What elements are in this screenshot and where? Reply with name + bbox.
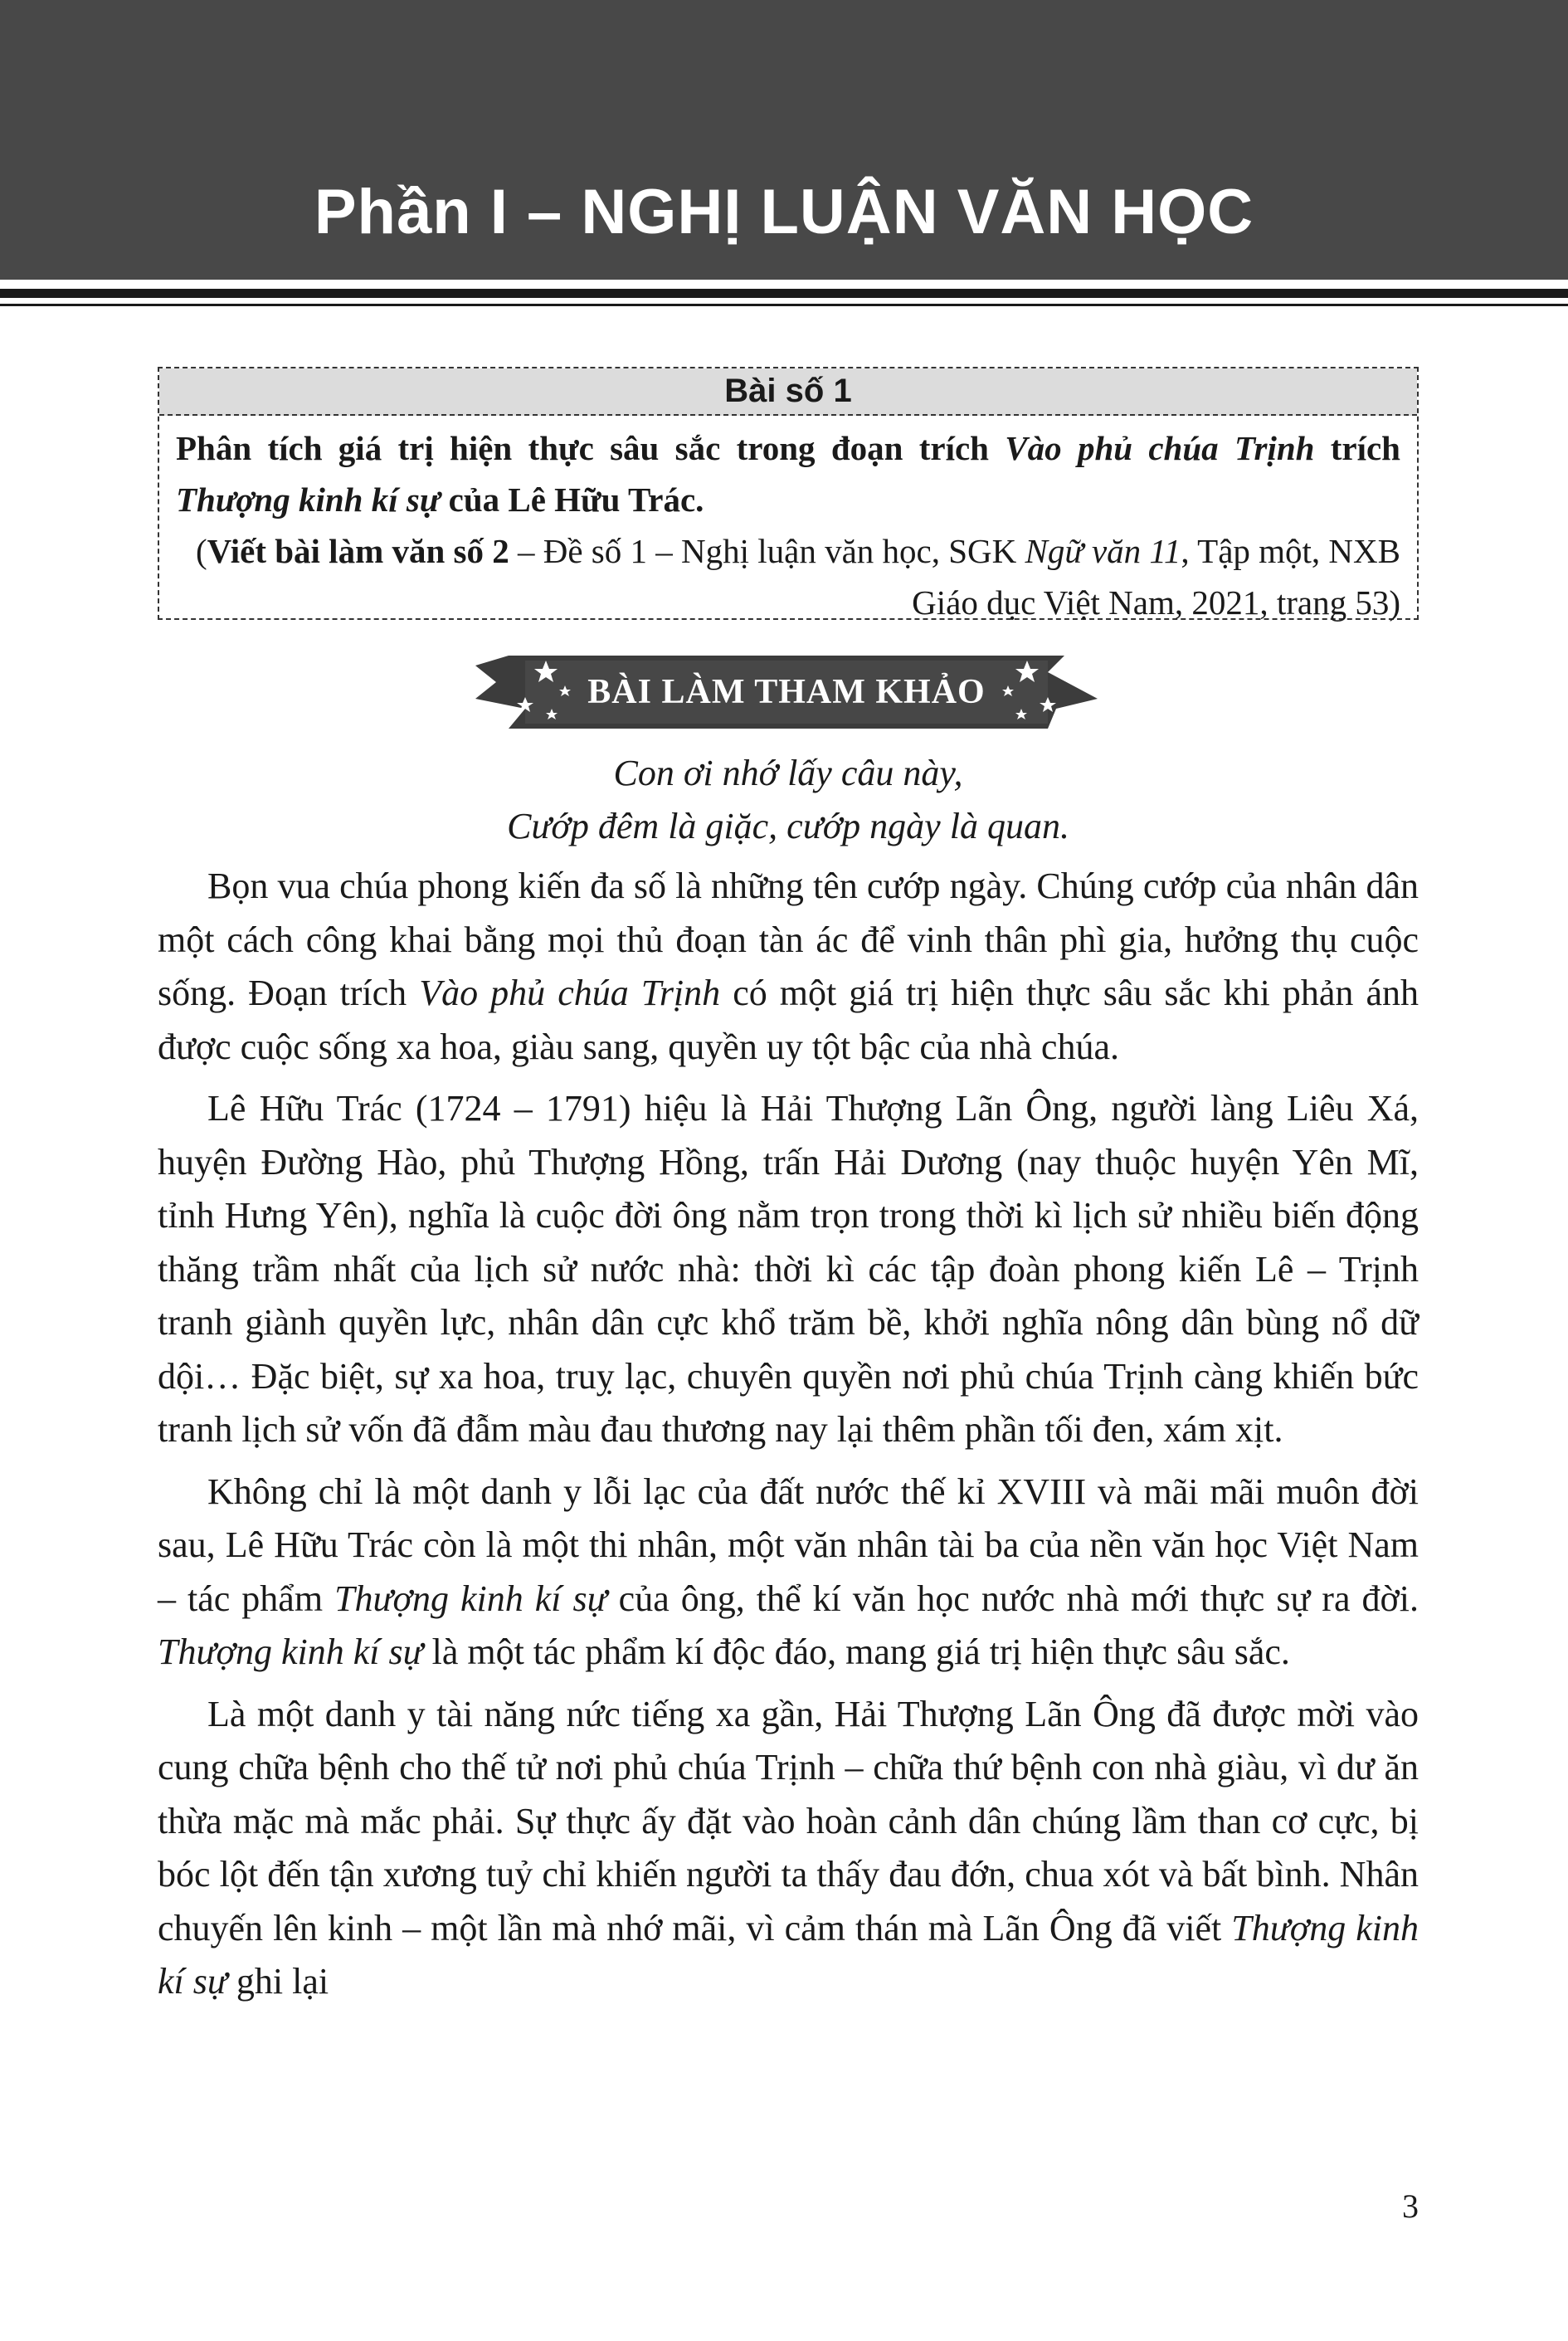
- paragraph-3-text-c: là một tác phẩm kí độc đáo, mang giá trị hiện thực sâu sắc.: [422, 1631, 1290, 1672]
- chapter-header: [0, 0, 1568, 280]
- epigraph-poem: [158, 747, 1419, 853]
- poem-line-1: Con ơi nhớ lấy câu này,: [613, 753, 963, 793]
- reference-banner: [475, 647, 1098, 737]
- paragraph-1-text-b: có một giá trị hiện thực sâu sắc khi phản ánh được cuộc sống xa hoa, giàu sang, quyền uy tột bậc của nhà chúa.: [158, 973, 1419, 1067]
- paragraph-1-work-title: Vào phủ chúa Trịnh: [419, 973, 721, 1013]
- paragraph-4-text-b: ghi lại: [226, 1961, 329, 2002]
- task-source-bold: Viết bài làm văn số 2: [207, 532, 509, 570]
- banner-label: BÀI LÀM THAM KHẢO: [587, 673, 986, 711]
- task-source: [159, 525, 1417, 628]
- paragraph-1-text-a: Bọn vua chúa phong kiến đa số là những tên cướp ngày. Chúng cướp của nhân dân một cách công khai bằng mọi thủ đoạn tàn ác để vinh thân phì gia, hưởng thụ cuộc sống. Đoạn trích: [158, 866, 1419, 1013]
- paragraph-3: [158, 1466, 1419, 1680]
- task-source-text-1: – Đề số 1 – Nghị luận văn học, SGK: [509, 532, 1025, 570]
- task-prompt-text-1: Phân tích giá trị hiện thực sâu sắc trong đoạn trích: [176, 429, 1006, 467]
- page-number: 3: [1402, 2187, 1419, 2225]
- task-prompt-text-3: của Lê Hữu Trác.: [440, 480, 704, 519]
- paragraph-3-work-title-1: Thượng kinh kí sự: [334, 1578, 607, 1619]
- poem-line-2: Cướp đêm là giặc, cướp ngày là quan.: [507, 806, 1069, 846]
- paragraph-1: [158, 860, 1419, 1074]
- task-prompt-work-1: Vào phủ chúa Trịnh: [1005, 429, 1315, 467]
- paragraph-4-text-a: Là một danh y tài năng nức tiếng xa gần, Hải Thượng Lãn Ông đã được mời vào cung chữa bệnh cho thế tử nơi phủ chúa Trịnh – chữa thứ bệnh con nhà giàu, vì dư ăn thừa mặc mà mắc phải. Sự thực ấy đặt vào hoàn cảnh dân chúng lầm than cơ cực, bị bóc lột đến tận xương tuỷ chỉ khiến người ta thấy đau đớn, chua xót và bất bình. Nhân chuyến lên kinh – một lần mà nhớ mãi, vì cảm thán mà Lãn Ông đã viết: [158, 1693, 1419, 1948]
- task-heading: Bài số 1: [159, 368, 1417, 416]
- task-source-text-2: , Tập một, NXB Giáo dục Việt Nam, 2021, trang 53): [912, 532, 1400, 622]
- paragraph-4-work-title: Thượng kinh kí sự: [158, 1907, 1419, 2002]
- header-rule-thick: [0, 289, 1568, 298]
- task-source-book: Ngữ văn 11: [1025, 532, 1181, 570]
- essay-body: [158, 860, 1419, 2017]
- paragraph-3-text-a: Không chỉ là một danh y lỗi lạc của đất nước thế kỉ XVIII và mãi mãi muôn đời sau, Lê Hữu Trác còn là một thi nhân, một văn nhân tài ba của nền văn học Việt Nam – tác phẩm: [158, 1470, 1419, 1619]
- task-prompt-text-2: trích: [1314, 429, 1400, 467]
- task-prompt: [159, 416, 1417, 525]
- paragraph-2: Lê Hữu Trác (1724 – 1791) hiệu là Hải Thượng Lãn Ông, người làng Liêu Xá, huyện Đường Hào, phủ Thượng Hồng, trấn Hải Dương (nay thuộc huyện Yên Mĩ, tỉnh Hưng Yên), nghĩa là cuộc đời ông nằm trọn trong thời kì lịch sử nhiều biến động thăng trầm nhất của lịch sử nước nhà: thời kì các tập đoàn phong kiến Lê – Trịnh tranh giành quyền lực, nhân dân cực khổ trăm bề, khởi nghĩa nông dân bùng nổ dữ dội… Đặc biệt, sự xa hoa, truỵ lạc, chuyên quyền nơi phủ chúa Trịnh càng khiến bức tranh lịch sử vốn đã đẫm màu đau thương nay lại thêm phần tối đen, xám xịt.: [158, 1088, 1419, 1450]
- paragraph-4: [158, 1688, 1419, 2009]
- paragraph-3-work-title-2: Thượng kinh kí sự: [158, 1631, 423, 1672]
- task-source-open: (: [196, 532, 207, 570]
- task-box: [158, 367, 1419, 620]
- task-prompt-work-2: Thượng kinh kí sự: [176, 480, 441, 519]
- header-rule-thin: [0, 304, 1568, 306]
- paragraph-3-text-b: của ông, thể kí văn học nước nhà mới thực sự ra đời.: [606, 1578, 1419, 1619]
- chapter-title: Phần I – NGHỊ LUẬN VĂN HỌC: [314, 177, 1254, 247]
